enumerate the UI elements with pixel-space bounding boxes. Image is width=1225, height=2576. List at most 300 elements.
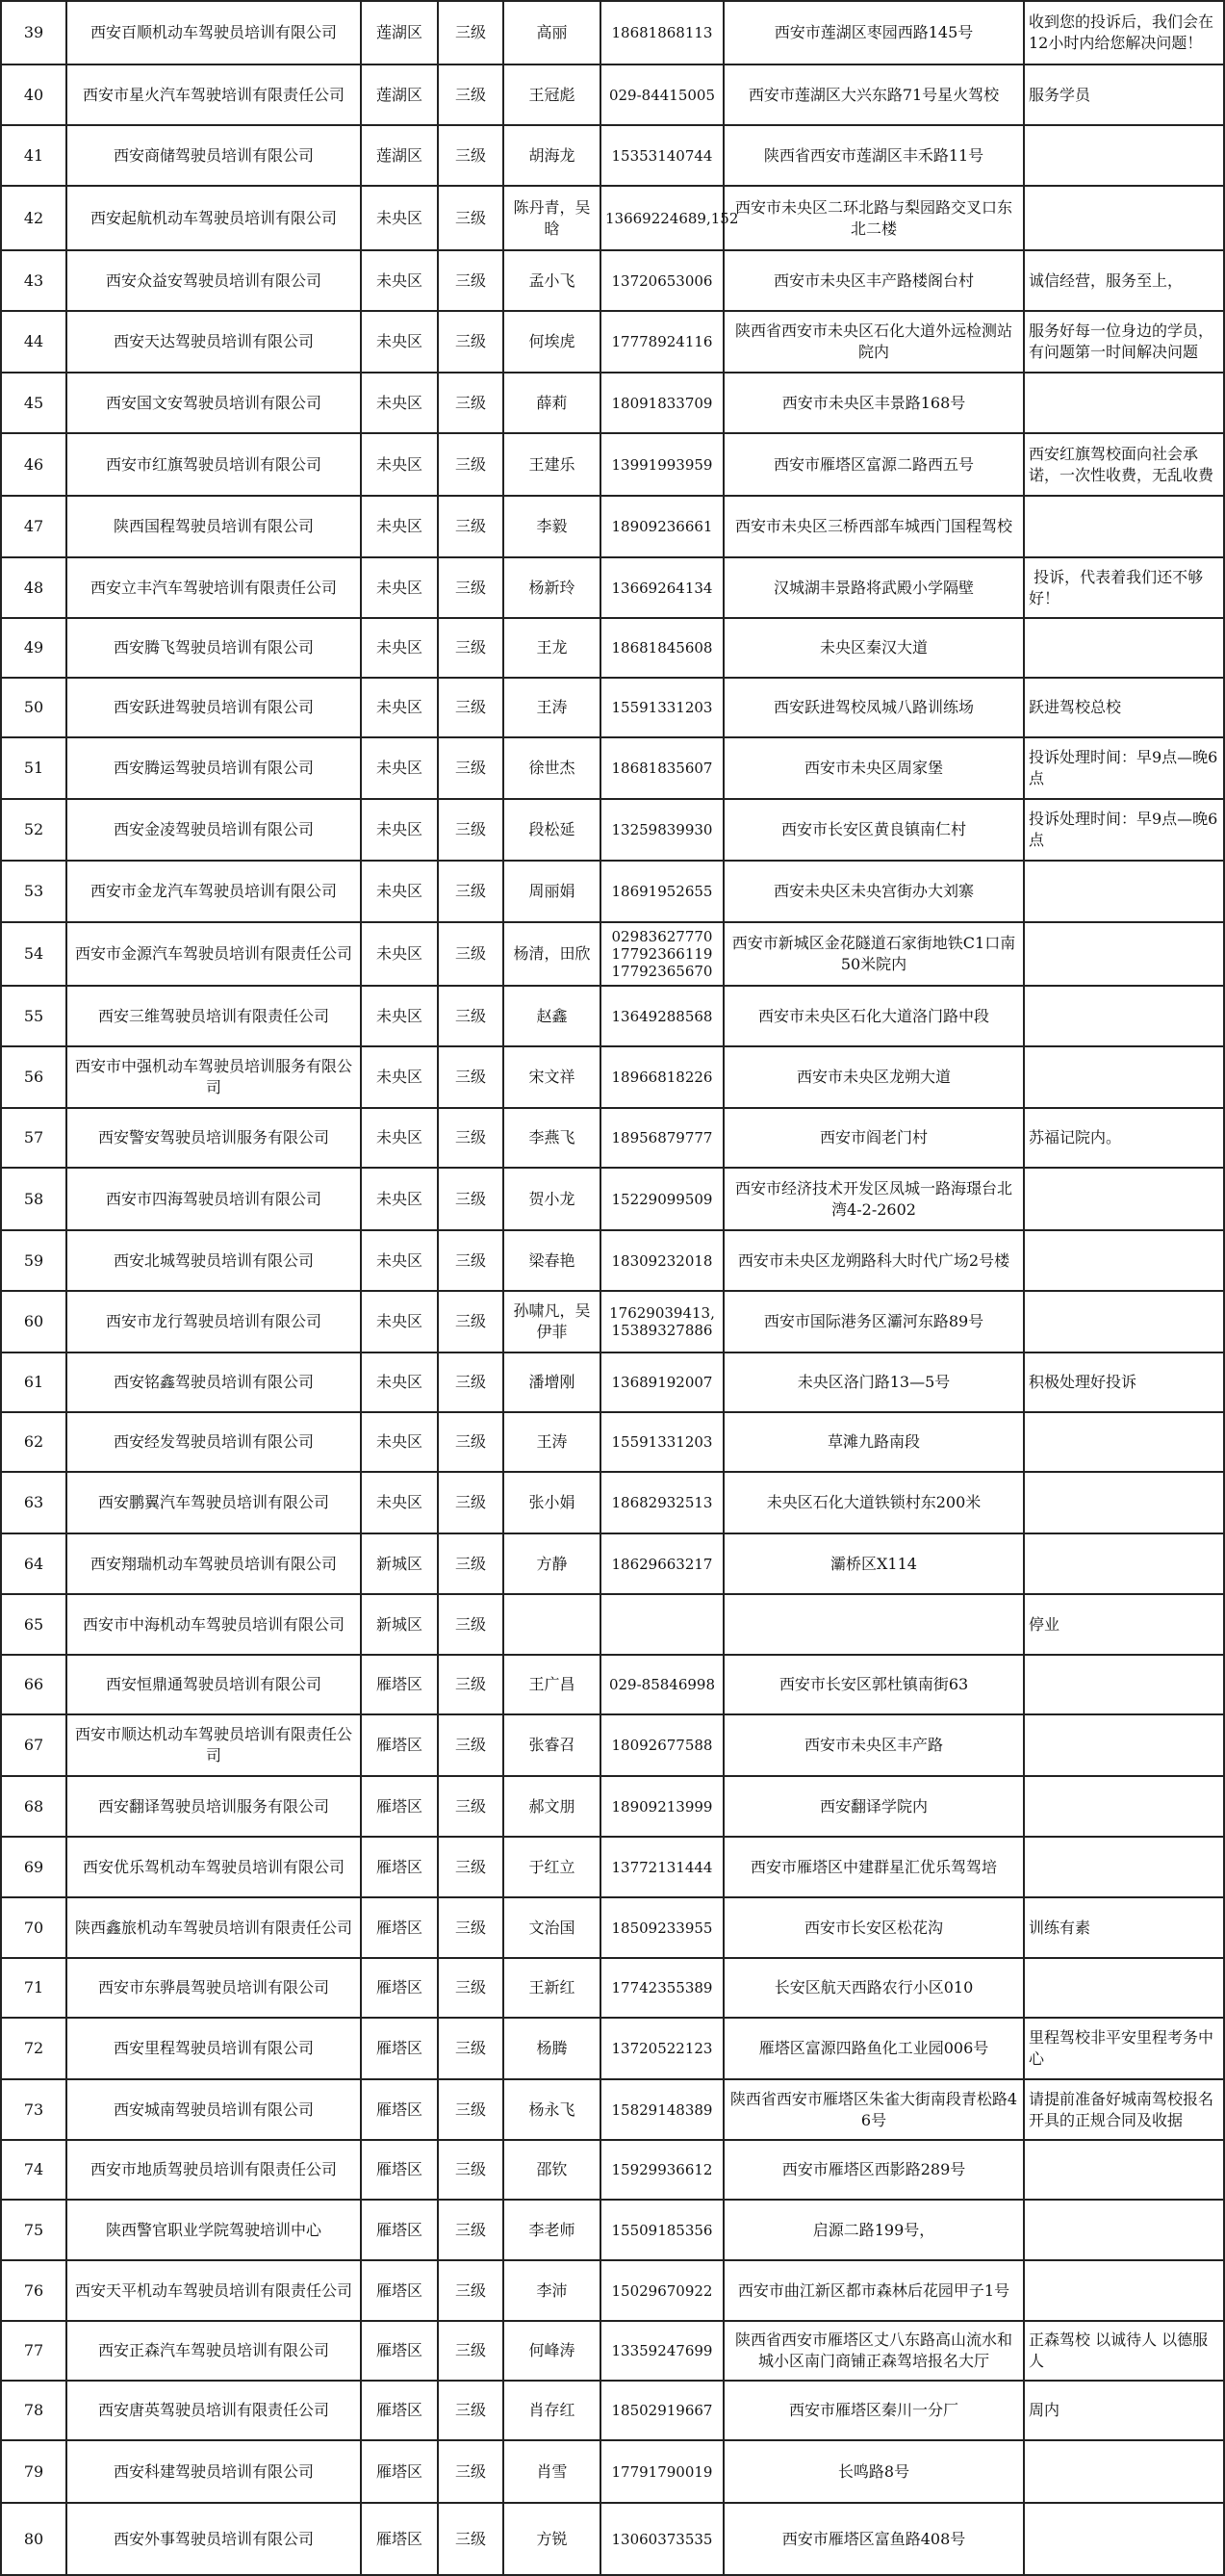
row-number-cell: 73	[1, 2079, 66, 2140]
district-cell: 雁塔区	[361, 1776, 438, 1837]
address-cell	[724, 1594, 1024, 1655]
contact-person-cell: 文治国	[503, 1897, 600, 1958]
note-cell	[1024, 1655, 1224, 1714]
level-cell: 三级	[438, 1412, 503, 1472]
note-cell: 请提前准备好城南驾校报名 开具的正规合同及收据	[1024, 2079, 1224, 2140]
row-number-cell: 63	[1, 1472, 66, 1533]
phone-number-cell: 17791790019	[600, 2440, 724, 2503]
school-name-cell: 西安市四海驾驶员培训有限公司	[66, 1168, 361, 1230]
contact-person-cell: 徐世杰	[503, 737, 600, 799]
table-row	[1, 799, 1224, 861]
row-number-cell: 68	[1, 1776, 66, 1837]
school-name-cell: 西安腾飞驾驶员培训有限公司	[66, 618, 361, 678]
phone-number-cell: 18092677588	[600, 1714, 724, 1776]
table-row	[1, 557, 1224, 618]
address-cell: 未央区石化大道铁锁村东200米	[724, 1472, 1024, 1533]
contact-person-cell: 周丽娟	[503, 861, 600, 922]
school-name-cell: 西安鹏翼汽车驾驶员培训有限公司	[66, 1472, 361, 1533]
row-number-cell: 59	[1, 1230, 66, 1291]
note-cell	[1024, 2440, 1224, 2503]
contact-person-cell: 杨清，田欣	[503, 922, 600, 986]
phone-number-cell: 13649288568	[600, 986, 724, 1046]
note-cell	[1024, 1472, 1224, 1533]
table-row	[1, 186, 1224, 250]
address-cell: 启源二路199号，	[724, 2200, 1024, 2260]
address-cell: 西安市莲湖区大兴东路71号星火驾校	[724, 64, 1024, 125]
level-cell: 三级	[438, 1655, 503, 1714]
row-number-cell: 47	[1, 496, 66, 557]
table-row	[1, 1291, 1224, 1352]
table-row	[1, 2503, 1224, 2575]
school-name-cell: 西安立丰汽车驾驶培训有限责任公司	[66, 557, 361, 618]
row-number-cell: 75	[1, 2200, 66, 2260]
note-cell	[1024, 618, 1224, 678]
address-cell: 西安市雁塔区西影路289号	[724, 2140, 1024, 2200]
table-row	[1, 1, 1224, 64]
row-number-cell: 71	[1, 1958, 66, 2018]
level-cell: 三级	[438, 2140, 503, 2200]
table-row	[1, 1837, 1224, 1897]
level-cell: 三级	[438, 1958, 503, 2018]
district-cell: 未央区	[361, 1168, 438, 1230]
phone-number-cell: 13359247699	[600, 2321, 724, 2381]
contact-person-cell: 王龙	[503, 618, 600, 678]
contact-person-cell: 张小娟	[503, 1472, 600, 1533]
level-cell: 三级	[438, 2381, 503, 2440]
phone-number-cell: 15591331203	[600, 678, 724, 737]
district-cell: 未央区	[361, 1352, 438, 1412]
phone-number-cell: 18691952655	[600, 861, 724, 922]
row-number-cell: 48	[1, 557, 66, 618]
school-name-cell: 西安三维驾驶员培训有限责任公司	[66, 986, 361, 1046]
note-cell	[1024, 1168, 1224, 1230]
district-cell: 雁塔区	[361, 2018, 438, 2079]
phone-number-cell: 02983627770 17792366119 17792365670	[600, 922, 724, 986]
school-name-cell: 西安北城驾驶员培训有限公司	[66, 1230, 361, 1291]
district-cell: 雁塔区	[361, 1655, 438, 1714]
table-row	[1, 1897, 1224, 1958]
level-cell: 三级	[438, 1776, 503, 1837]
table-row	[1, 678, 1224, 737]
note-cell: 投诉，代表着我们还不够 好！	[1024, 557, 1224, 618]
district-cell: 未央区	[361, 737, 438, 799]
address-cell: 西安市未央区丰景路168号	[724, 373, 1024, 433]
level-cell: 三级	[438, 1472, 503, 1533]
table-row	[1, 1412, 1224, 1472]
contact-person-cell: 梁春艳	[503, 1230, 600, 1291]
table-row	[1, 1046, 1224, 1108]
address-cell: 灞桥区X114	[724, 1533, 1024, 1594]
phone-number-cell: 15509185356	[600, 2200, 724, 2260]
note-cell	[1024, 186, 1224, 250]
phone-number-cell: 17778924116	[600, 311, 724, 373]
contact-person-cell: 孙啸凡，吴伊菲	[503, 1291, 600, 1352]
table-row	[1, 1352, 1224, 1412]
note-cell	[1024, 2200, 1224, 2260]
table-row	[1, 861, 1224, 922]
level-cell: 三级	[438, 678, 503, 737]
level-cell: 三级	[438, 2200, 503, 2260]
row-number-cell: 60	[1, 1291, 66, 1352]
note-cell: 投诉处理时间：早9点—晚6 点	[1024, 799, 1224, 861]
address-cell: 西安未央区未央宫街办大刘寨	[724, 861, 1024, 922]
row-number-cell: 56	[1, 1046, 66, 1108]
row-number-cell: 51	[1, 737, 66, 799]
district-cell: 未央区	[361, 922, 438, 986]
row-number-cell: 70	[1, 1897, 66, 1958]
address-cell: 西安市未央区周家堡	[724, 737, 1024, 799]
table-row	[1, 986, 1224, 1046]
note-cell: 里程驾校非平安里程考务中 心	[1024, 2018, 1224, 2079]
district-cell: 雁塔区	[361, 2440, 438, 2503]
note-cell	[1024, 1046, 1224, 1108]
contact-person-cell: 潘增刚	[503, 1352, 600, 1412]
note-cell: 诚信经营，服务至上，	[1024, 250, 1224, 311]
phone-number-cell: 18681835607	[600, 737, 724, 799]
row-number-cell: 64	[1, 1533, 66, 1594]
level-cell: 三级	[438, 1291, 503, 1352]
contact-person-cell: 薛莉	[503, 373, 600, 433]
contact-person-cell: 张睿召	[503, 1714, 600, 1776]
district-cell: 雁塔区	[361, 1897, 438, 1958]
address-cell: 西安市莲湖区枣园西路145号	[724, 1, 1024, 64]
school-name-cell: 西安翔瑞机动车驾驶员培训有限公司	[66, 1533, 361, 1594]
table-row	[1, 1776, 1224, 1837]
address-cell: 西安市雁塔区秦川一分厂	[724, 2381, 1024, 2440]
phone-number-cell: 18909213999	[600, 1776, 724, 1837]
row-number-cell: 66	[1, 1655, 66, 1714]
phone-number-cell: 17742355389	[600, 1958, 724, 2018]
phone-number-cell: 18681868113	[600, 1, 724, 64]
address-cell: 西安翻译学院内	[724, 1776, 1024, 1837]
row-number-cell: 54	[1, 922, 66, 986]
address-cell: 西安市未央区丰产路	[724, 1714, 1024, 1776]
phone-number-cell: 13259839930	[600, 799, 724, 861]
phone-number-cell: 15591331203	[600, 1412, 724, 1472]
school-name-cell: 西安市金龙汽车驾驶员培训有限公司	[66, 861, 361, 922]
contact-person-cell: 孟小飞	[503, 250, 600, 311]
district-cell: 雁塔区	[361, 1837, 438, 1897]
level-cell: 三级	[438, 2440, 503, 2503]
school-name-cell: 陕西国程驾驶员培训有限公司	[66, 496, 361, 557]
phone-number-cell: 17629039413, 15389327886	[600, 1291, 724, 1352]
contact-person-cell: 肖雪	[503, 2440, 600, 2503]
district-cell: 雁塔区	[361, 1714, 438, 1776]
table-row	[1, 64, 1224, 125]
note-cell: 跃进驾校总校	[1024, 678, 1224, 737]
level-cell: 三级	[438, 922, 503, 986]
note-cell	[1024, 2140, 1224, 2200]
contact-person-cell: 高丽	[503, 1, 600, 64]
contact-person-cell: 郝文朋	[503, 1776, 600, 1837]
note-cell: 积极处理好投诉	[1024, 1352, 1224, 1412]
school-name-cell: 西安铭鑫驾驶员培训有限公司	[66, 1352, 361, 1412]
table-row	[1, 1655, 1224, 1714]
school-name-cell: 西安正森汽车驾驶员培训有限公司	[66, 2321, 361, 2381]
district-cell: 未央区	[361, 861, 438, 922]
table-row	[1, 250, 1224, 311]
address-cell: 草滩九路南段	[724, 1412, 1024, 1472]
address-cell: 西安市雁塔区富源二路西五号	[724, 433, 1024, 496]
row-number-cell: 72	[1, 2018, 66, 2079]
address-cell: 西安市未央区龙朔大道	[724, 1046, 1024, 1108]
row-number-cell: 40	[1, 64, 66, 125]
phone-number-cell: 13772131444	[600, 1837, 724, 1897]
level-cell: 三级	[438, 1230, 503, 1291]
level-cell: 三级	[438, 737, 503, 799]
school-name-cell: 西安百顺机动车驾驶员培训有限公司	[66, 1, 361, 64]
address-cell: 西安市未央区三桥西部车城西门国程驾校	[724, 496, 1024, 557]
table-row	[1, 1594, 1224, 1655]
table-row	[1, 1472, 1224, 1533]
level-cell: 三级	[438, 861, 503, 922]
phone-number-cell: 13669224689,152	[600, 186, 724, 250]
school-name-cell: 西安商储驾驶员培训有限公司	[66, 125, 361, 186]
note-cell	[1024, 1714, 1224, 1776]
district-cell: 雁塔区	[361, 2260, 438, 2321]
address-cell: 西安跃进驾校凤城八路训练场	[724, 678, 1024, 737]
level-cell: 三级	[438, 433, 503, 496]
phone-number-cell: 13689192007	[600, 1352, 724, 1412]
school-name-cell: 西安科建驾驶员培训有限公司	[66, 2440, 361, 2503]
district-cell: 未央区	[361, 1291, 438, 1352]
contact-person-cell: 邵钦	[503, 2140, 600, 2200]
table-row	[1, 496, 1224, 557]
address-cell: 雁塔区富源四路鱼化工业园006号	[724, 2018, 1024, 2079]
note-cell	[1024, 1291, 1224, 1352]
school-name-cell: 西安警安驾驶员培训服务有限公司	[66, 1108, 361, 1168]
district-cell: 莲湖区	[361, 1, 438, 64]
contact-person-cell: 胡海龙	[503, 125, 600, 186]
phone-number-cell: 15353140744	[600, 125, 724, 186]
district-cell: 雁塔区	[361, 2381, 438, 2440]
district-cell: 未央区	[361, 433, 438, 496]
level-cell: 三级	[438, 496, 503, 557]
address-cell: 西安市未央区龙朔路科大时代广场2号楼	[724, 1230, 1024, 1291]
level-cell: 三级	[438, 618, 503, 678]
note-cell: 西安红旗驾校面向社会承 诺，一次性收费，无乱收费	[1024, 433, 1224, 496]
row-number-cell: 67	[1, 1714, 66, 1776]
contact-person-cell: 肖存红	[503, 2381, 600, 2440]
row-number-cell: 57	[1, 1108, 66, 1168]
contact-person-cell: 陈丹青，吴晗	[503, 186, 600, 250]
table-body	[1, 1, 1224, 2575]
school-name-cell: 西安经发驾驶员培训有限公司	[66, 1412, 361, 1472]
row-number-cell: 58	[1, 1168, 66, 1230]
school-name-cell: 西安天平机动车驾驶员培训有限责任公司	[66, 2260, 361, 2321]
district-cell: 未央区	[361, 496, 438, 557]
level-cell: 三级	[438, 1594, 503, 1655]
note-cell	[1024, 1412, 1224, 1472]
note-cell: 训练有素	[1024, 1897, 1224, 1958]
level-cell: 三级	[438, 1897, 503, 1958]
district-cell: 未央区	[361, 373, 438, 433]
note-cell	[1024, 1837, 1224, 1897]
address-cell: 西安市长安区郭杜镇南街63	[724, 1655, 1024, 1714]
district-cell: 新城区	[361, 1594, 438, 1655]
address-cell: 西安市长安区黄良镇南仁村	[724, 799, 1024, 861]
table-row	[1, 1958, 1224, 2018]
address-cell: 西安市国际港务区灞河东路89号	[724, 1291, 1024, 1352]
row-number-cell: 79	[1, 2440, 66, 2503]
district-cell: 未央区	[361, 799, 438, 861]
address-cell: 西安市雁塔区中建群星汇优乐驾驾培	[724, 1837, 1024, 1897]
school-name-cell: 西安众益安驾驶员培训有限公司	[66, 250, 361, 311]
phone-number-cell: 18956879777	[600, 1108, 724, 1168]
contact-person-cell: 王冠彪	[503, 64, 600, 125]
school-name-cell: 西安市龙行驾驶员培训有限公司	[66, 1291, 361, 1352]
address-cell: 西安市长安区松花沟	[724, 1897, 1024, 1958]
address-cell: 长鸣路8号	[724, 2440, 1024, 2503]
phone-number-cell: 18966818226	[600, 1046, 724, 1108]
note-cell	[1024, 2503, 1224, 2575]
phone-number-cell: 18309232018	[600, 1230, 724, 1291]
phone-number-cell: 13669264134	[600, 557, 724, 618]
note-cell	[1024, 922, 1224, 986]
address-cell: 陕西省西安市雁塔区朱雀大街南段青松路46号	[724, 2079, 1024, 2140]
school-name-cell: 西安市金源汽车驾驶员培训有限责任公司	[66, 922, 361, 986]
school-name-cell: 西安腾运驾驶员培训有限公司	[66, 737, 361, 799]
school-name-cell: 西安天达驾驶员培训有限公司	[66, 311, 361, 373]
phone-number-cell: 13991993959	[600, 433, 724, 496]
school-name-cell: 西安唐英驾驶员培训有限责任公司	[66, 2381, 361, 2440]
contact-person-cell: 王建乐	[503, 433, 600, 496]
row-number-cell: 43	[1, 250, 66, 311]
level-cell: 三级	[438, 311, 503, 373]
note-cell	[1024, 1533, 1224, 1594]
phone-number-cell: 13720522123	[600, 2018, 724, 2079]
level-cell: 三级	[438, 1046, 503, 1108]
school-name-cell: 陕西鑫旅机动车驾驶员培训有限责任公司	[66, 1897, 361, 1958]
phone-number-cell: 18681845608	[600, 618, 724, 678]
school-name-cell: 西安国文安驾驶员培训有限公司	[66, 373, 361, 433]
level-cell: 三级	[438, 1, 503, 64]
table-row	[1, 1108, 1224, 1168]
table-row	[1, 311, 1224, 373]
district-cell: 未央区	[361, 1230, 438, 1291]
row-number-cell: 44	[1, 311, 66, 373]
school-name-cell: 西安里程驾驶员培训有限公司	[66, 2018, 361, 2079]
note-cell: 服务学员	[1024, 64, 1224, 125]
contact-person-cell: 李老师	[503, 2200, 600, 2260]
row-number-cell: 42	[1, 186, 66, 250]
level-cell: 三级	[438, 1168, 503, 1230]
row-number-cell: 76	[1, 2260, 66, 2321]
phone-number-cell: 029-84415005	[600, 64, 724, 125]
table-row	[1, 125, 1224, 186]
district-cell: 雁塔区	[361, 2079, 438, 2140]
contact-person-cell: 王广昌	[503, 1655, 600, 1714]
phone-number-cell: 15229099509	[600, 1168, 724, 1230]
note-cell: 正森驾校 以诚待人 以德服 人	[1024, 2321, 1224, 2381]
contact-person-cell: 贺小龙	[503, 1168, 600, 1230]
row-number-cell: 78	[1, 2381, 66, 2440]
row-number-cell: 41	[1, 125, 66, 186]
phone-number-cell: 13720653006	[600, 250, 724, 311]
table-row	[1, 2018, 1224, 2079]
table-row	[1, 2079, 1224, 2140]
address-cell: 西安市雁塔区富鱼路408号	[724, 2503, 1024, 2575]
address-cell: 西安市经济技术开发区凤城一路海璟台北湾4-2-2602	[724, 1168, 1024, 1230]
contact-person-cell: 杨腾	[503, 2018, 600, 2079]
note-cell	[1024, 496, 1224, 557]
district-cell: 雁塔区	[361, 2321, 438, 2381]
level-cell: 三级	[438, 799, 503, 861]
district-cell: 未央区	[361, 1412, 438, 1472]
school-name-cell: 西安外事驾驶员培训有限公司	[66, 2503, 361, 2575]
note-cell: 收到您的投诉后，我们会在 12小时内给您解决问题！	[1024, 1, 1224, 64]
row-number-cell: 55	[1, 986, 66, 1046]
row-number-cell: 65	[1, 1594, 66, 1655]
phone-number-cell: 15929936612	[600, 2140, 724, 2200]
address-cell: 陕西省西安市雁塔区丈八东路高山流水和城小区南门商铺正森驾培报名大厅	[724, 2321, 1024, 2381]
school-name-cell: 西安市地质驾驶员培训有限责任公司	[66, 2140, 361, 2200]
level-cell: 三级	[438, 2260, 503, 2321]
phone-number-cell: 18629663217	[600, 1533, 724, 1594]
school-name-cell: 西安起航机动车驾驶员培训有限公司	[66, 186, 361, 250]
district-cell: 未央区	[361, 1046, 438, 1108]
district-cell: 未央区	[361, 986, 438, 1046]
phone-number-cell: 18909236661	[600, 496, 724, 557]
row-number-cell: 53	[1, 861, 66, 922]
district-cell: 未央区	[361, 618, 438, 678]
row-number-cell: 50	[1, 678, 66, 737]
row-number-cell: 49	[1, 618, 66, 678]
table-row	[1, 1533, 1224, 1594]
contact-person-cell: 段松延	[503, 799, 600, 861]
contact-person-cell	[503, 1594, 600, 1655]
level-cell: 三级	[438, 1352, 503, 1412]
district-cell: 新城区	[361, 1533, 438, 1594]
school-name-cell: 西安市东骅晨驾驶员培训有限公司	[66, 1958, 361, 2018]
table-row	[1, 1714, 1224, 1776]
row-number-cell: 74	[1, 2140, 66, 2200]
phone-number-cell: 18091833709	[600, 373, 724, 433]
row-number-cell: 46	[1, 433, 66, 496]
level-cell: 三级	[438, 1108, 503, 1168]
contact-person-cell: 何埃虎	[503, 311, 600, 373]
note-cell: 投诉处理时间：早9点—晚6 点	[1024, 737, 1224, 799]
school-name-cell: 西安优乐驾机动车驾驶员培训有限公司	[66, 1837, 361, 1897]
school-name-cell: 西安城南驾驶员培训有限公司	[66, 2079, 361, 2140]
level-cell: 三级	[438, 125, 503, 186]
contact-person-cell: 王新红	[503, 1958, 600, 2018]
note-cell: 服务好每一位身边的学员， 有问题第一时间解决问题	[1024, 311, 1224, 373]
table-row	[1, 2200, 1224, 2260]
level-cell: 三级	[438, 986, 503, 1046]
phone-number-cell: 029-85846998	[600, 1655, 724, 1714]
district-cell: 雁塔区	[361, 2140, 438, 2200]
contact-person-cell: 李沛	[503, 2260, 600, 2321]
school-name-cell: 西安恒鼎通驾驶员培训有限公司	[66, 1655, 361, 1714]
row-number-cell: 77	[1, 2321, 66, 2381]
note-cell: 苏福记院内。	[1024, 1108, 1224, 1168]
table-row	[1, 2260, 1224, 2321]
district-cell: 未央区	[361, 678, 438, 737]
level-cell: 三级	[438, 2018, 503, 2079]
school-name-cell: 西安市红旗驾驶员培训有限公司	[66, 433, 361, 496]
district-cell: 未央区	[361, 1108, 438, 1168]
phone-number-cell: 18682932513	[600, 1472, 724, 1533]
level-cell: 三级	[438, 1714, 503, 1776]
table-row	[1, 2381, 1224, 2440]
address-cell: 西安市阎老门村	[724, 1108, 1024, 1168]
note-cell	[1024, 986, 1224, 1046]
address-cell: 陕西省西安市莲湖区丰禾路11号	[724, 125, 1024, 186]
level-cell: 三级	[438, 373, 503, 433]
note-cell	[1024, 861, 1224, 922]
table-row	[1, 1168, 1224, 1230]
